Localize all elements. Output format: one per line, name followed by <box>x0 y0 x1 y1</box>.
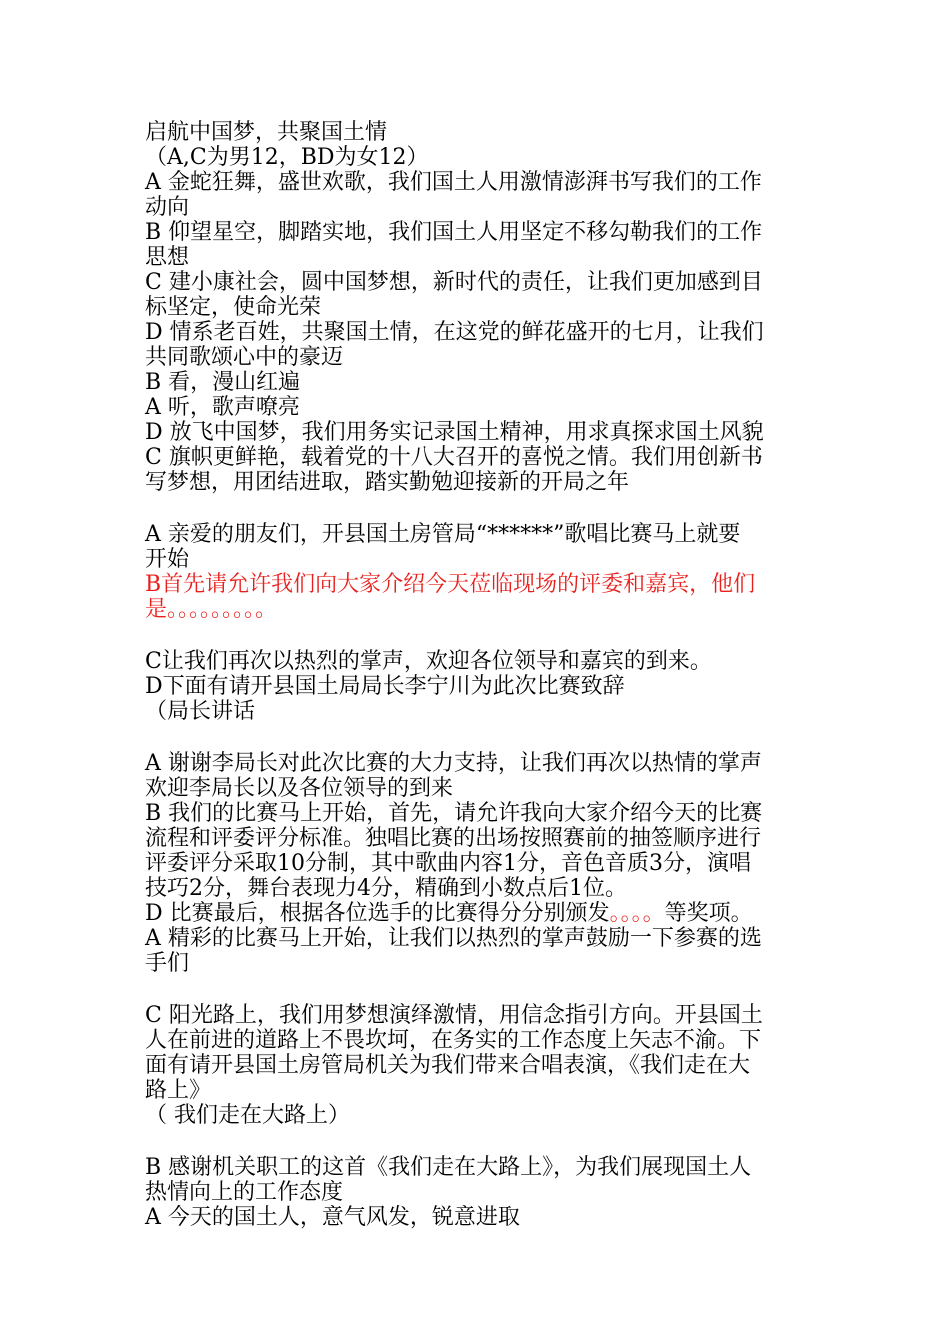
closing-section <box>145 1155 815 1230</box>
text-line: B 感谢机关职工的这首《我们走在大路上》，为我们展现国土人 <box>145 1155 752 1180</box>
text-line: 评委评分采取10分制，其中歌曲内容1分，音色音质3分，演唱 <box>145 851 751 876</box>
text-line: C让我们再次以热烈的掌声，欢迎各位领导和嘉宾的到来。 <box>145 649 712 674</box>
text-line: 面有请开县国土房管局机关为我们带来合唱表演，《我们走在大 <box>145 1053 751 1078</box>
text-line: （局长讲话 <box>145 699 256 724</box>
text-line: D 放飞中国梦，我们用务实记录国土精神，用求真探求国土风貌 <box>145 420 764 445</box>
text-line: D 情系老百姓，共聚国土情，在这党的鲜花盛开的七月，让我们 <box>145 320 764 345</box>
text-line: 思想 <box>145 245 190 270</box>
text-line: A 金蛇狂舞，盛世欢歌，我们国土人用激情澎湃书写我们的工作 <box>145 170 762 195</box>
welcome-section <box>145 649 815 724</box>
text-line: 手们 <box>145 951 190 976</box>
text-line: 路上》 <box>145 1078 212 1103</box>
text-line: C 旗帜更鲜艳，载着党的十八大召开的喜悦之情。我们用创新书 <box>145 445 763 470</box>
text-line: （ 我们走在大路上） <box>145 1103 350 1128</box>
text-line: C 建小康社会，圆中国梦想，新时代的责任，让我们更加感到目 <box>145 270 763 295</box>
document-title: 启航中国梦，共聚国土情 <box>145 120 388 145</box>
paragraph-spacer <box>145 1128 815 1155</box>
text-line: 开始 <box>145 547 190 572</box>
text-line: 技巧2分，舞台表现力4分，精确到小数点后1位。 <box>145 876 627 901</box>
text-line: B 仰望星空，脚踏实地，我们国土人用坚定不移勾勒我们的工作 <box>145 220 763 245</box>
text-line: A 亲爱的朋友们，开县国土房管局“******”歌唱比赛马上就要 <box>145 522 741 547</box>
text-line: B 看，漫山红遍 <box>145 370 301 395</box>
text-line: A 今天的国土人，意气风发，锐意进取 <box>145 1205 520 1230</box>
paragraph-spacer <box>145 495 815 522</box>
text-line: 写梦想，用团结进取，踏实勤勉迎接新的开局之年 <box>145 470 630 495</box>
award-highlight: 。。。。 <box>609 901 665 926</box>
text-line: 热情向上的工作态度 <box>145 1180 344 1205</box>
highlighted-line: 是。。。。。。。。。 <box>145 597 278 622</box>
award-suffix: 等奖项。 <box>664 901 753 926</box>
award-text: D 比赛最后，根据各位选手的比赛得分分别颁发 <box>145 901 610 926</box>
text-line: B 我们的比赛马上开始，首先，请允许我向大家介绍今天的比赛 <box>145 801 763 826</box>
text-line: 流程和评委评分标准。独唱比赛的出场按照赛前的抽签顺序进行 <box>145 826 762 851</box>
text-line: 共同歌颂心中的豪迈 <box>145 345 344 370</box>
text-line: D下面有请开县国土局局长李宁川为此次比赛致辞 <box>145 674 625 699</box>
paragraph-spacer <box>145 622 815 649</box>
role-note: （A,C为男12，BD为女12） <box>145 145 429 170</box>
opening-section <box>145 170 815 495</box>
award-line <box>145 901 815 926</box>
text-line: 标坚定，使命光荣 <box>145 295 322 320</box>
text-line: 动向 <box>145 195 190 220</box>
rules-section <box>145 751 815 976</box>
paragraph-spacer <box>145 976 815 1003</box>
text-line: A 听，歌声嘹亮 <box>145 395 300 420</box>
highlighted-line: B首先请允许我们向大家介绍今天莅临现场的评委和嘉宾，他们 <box>145 572 756 597</box>
text-line: 人在前进的道路上不畏坎坷，在务实的工作态度上矢志不渝。下 <box>145 1028 762 1053</box>
chorus-section <box>145 1003 815 1128</box>
intro-section <box>145 522 815 622</box>
document-body <box>145 120 815 1230</box>
text-line: C 阳光路上，我们用梦想演绎激情，用信念指引方向。开县国土 <box>145 1003 763 1028</box>
text-line: A 谢谢李局长对此次比赛的大力支持，让我们再次以热情的掌声 <box>145 751 762 776</box>
text-line: 欢迎李局长以及各位领导的到来 <box>145 776 454 801</box>
paragraph-spacer <box>145 724 815 751</box>
text-line: A 精彩的比赛马上开始，让我们以热烈的掌声鼓励一下参赛的选 <box>145 926 762 951</box>
